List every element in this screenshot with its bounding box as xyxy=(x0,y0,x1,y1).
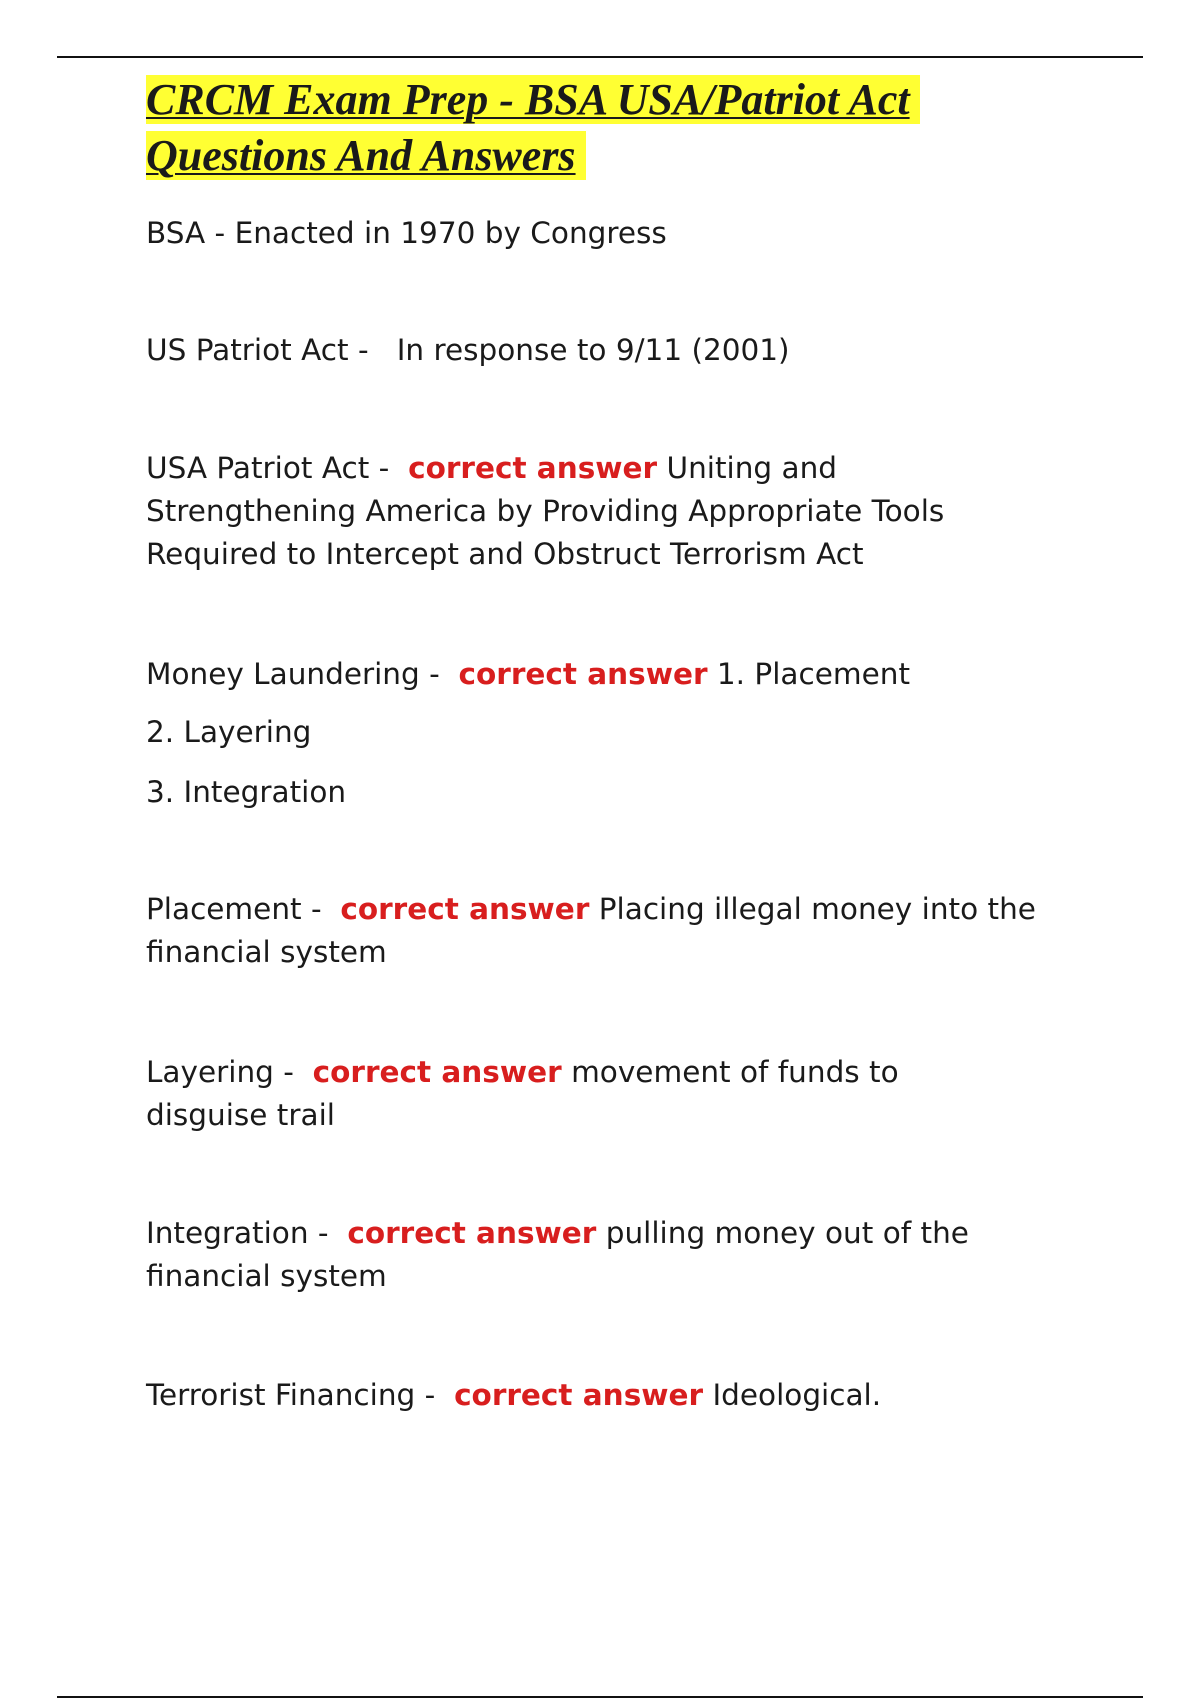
answer-text: Uniting and Strengthening America by Providing Appropriate Tools Required to Intercept and Obstruct Terrorism Act xyxy=(146,451,945,571)
correct-answer-label: correct answer xyxy=(347,1216,597,1250)
term: US Patriot Act - In response to 9/11 (2001) xyxy=(146,333,790,367)
answer-text: Ideological. xyxy=(712,1378,882,1412)
answer-text: 1. Placement xyxy=(716,657,911,691)
answer-text: Placing illegal money into the financial system xyxy=(146,892,1036,969)
qa-item-terrorist-financing xyxy=(146,1374,881,1417)
answer-line: 2. Layering xyxy=(146,715,312,749)
qa-item-us-patriot-act xyxy=(146,329,790,372)
term: Layering - xyxy=(146,1055,304,1089)
bottom-rule xyxy=(57,1696,1143,1698)
answer-text: movement of funds to disguise trail xyxy=(146,1055,899,1132)
term: Money Laundering - xyxy=(146,657,450,691)
qa-item-usa-patriot-act xyxy=(146,447,1026,576)
qa-item-placement xyxy=(146,888,1076,974)
document-body xyxy=(146,72,1086,1412)
correct-answer-label: correct answer xyxy=(408,451,658,485)
term: Integration - xyxy=(146,1216,338,1250)
qa-item-money-laundering xyxy=(146,653,910,696)
title-line-2: Questions And Answers xyxy=(146,131,586,180)
title-line-1: CRCM Exam Prep - BSA USA/Patriot Act xyxy=(146,75,920,124)
correct-answer-label: correct answer xyxy=(458,657,708,691)
correct-answer-label: correct answer xyxy=(340,892,590,926)
qa-item-layering xyxy=(146,1051,986,1137)
term: USA Patriot Act - xyxy=(146,451,399,485)
document-title xyxy=(146,72,1086,184)
qa-item-bsa xyxy=(146,212,667,255)
correct-answer-label: correct answer xyxy=(454,1378,704,1412)
top-rule xyxy=(57,56,1143,58)
correct-answer-label: correct answer xyxy=(312,1055,562,1089)
term: Terrorist Financing - xyxy=(146,1378,445,1412)
term: Placement - xyxy=(146,892,331,926)
answer-text: pulling money out of the financial system xyxy=(146,1216,969,1293)
answer-line: 3. Integration xyxy=(146,775,347,809)
qa-item-integration xyxy=(146,1212,1076,1298)
term: BSA - Enacted in 1970 by Congress xyxy=(146,216,667,250)
